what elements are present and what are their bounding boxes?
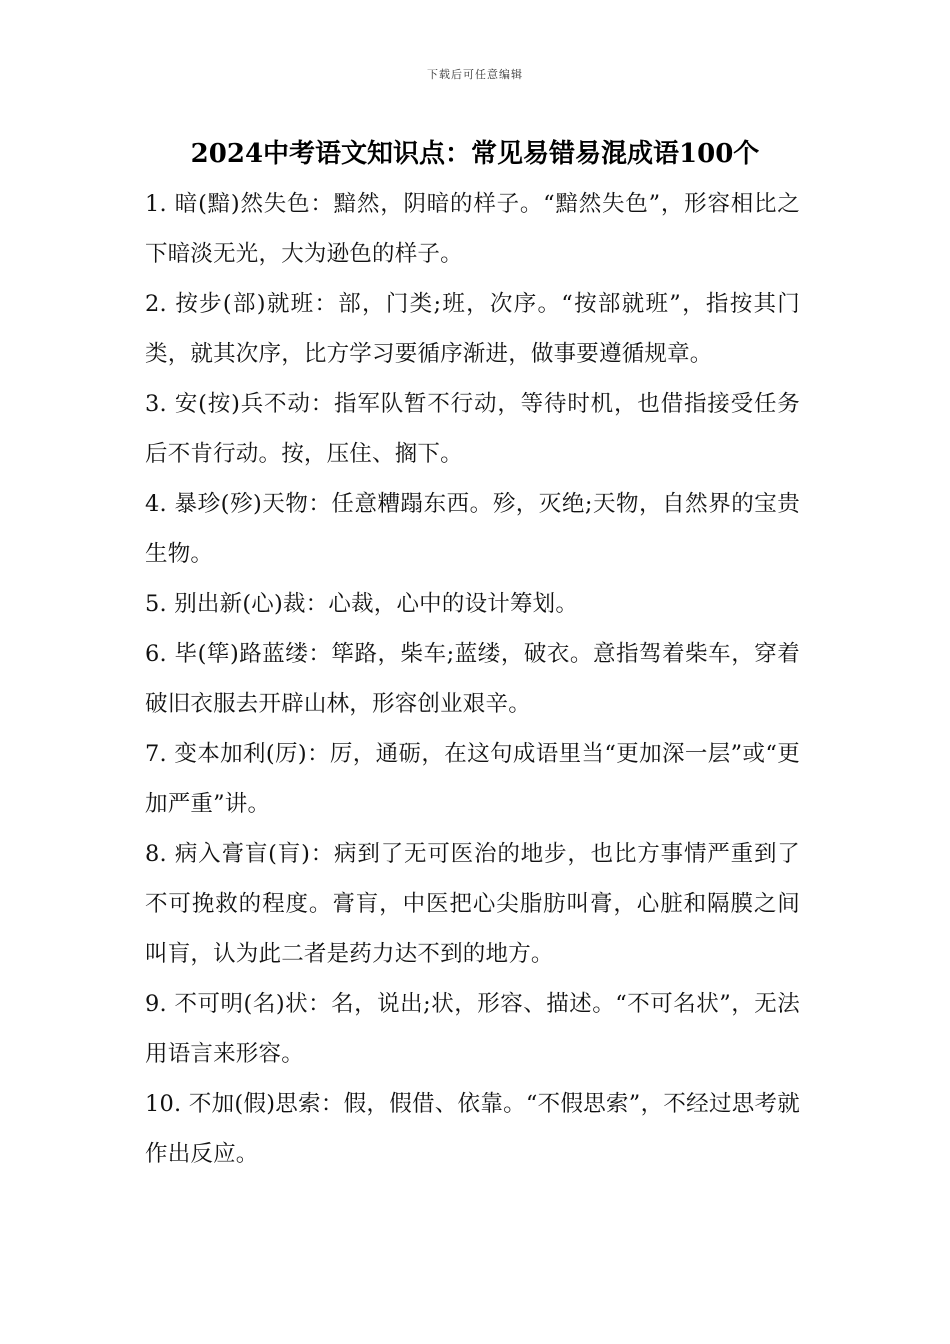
idiom-entry-6: 6. 毕(筚)路蓝缕：筚路，柴车;蓝缕，破衣。意指驾着柴车，穿着破旧衣服去开辟山林，形容创业艰辛。 [145,641,800,717]
idiom-entry-3: 3. 安(按)兵不动：指军队暂不行动，等待时机，也借指接受任务后不肯行动。按，压住、搁下。 [145,391,800,467]
idiom-entry-4: 4. 暴珍(殄)天物：任意糟蹋东西。殄，灭绝;天物，自然界的宝贵生物。 [145,491,800,567]
idiom-entry-10: 10. 不加(假)思索：假，假借、依靠。“不假思索”，不经过思考就作出反应。 [145,1091,800,1167]
document-title: 2024中考语文知识点：常见易错易混成语100个 [190,139,760,169]
header-note: 下载后可任意编辑 [427,68,523,81]
idiom-entry-2: 2. 按步(部)就班：部，门类;班，次序。“按部就班”，指按其门类，就其次序，比方学习要循序渐进，做事要遵循规章。 [145,291,800,367]
idiom-entry-1: 1. 暗(黯)然失色：黯然，阴暗的样子。“黯然失色”，形容相比之下暗淡无光，大为逊色的样子。 [145,191,800,267]
idiom-list [145,179,800,1179]
idiom-entry-7: 7. 变本加利(厉)：厉，通砺，在这句成语里当“更加深一层”或“更加严重”讲。 [145,741,800,817]
idiom-entry-9: 9. 不可明(名)状：名，说出;状，形容、描述。“不可名状”，无法用语言来形容。 [145,991,800,1067]
idiom-entry-8: 8. 病入膏盲(肓)：病到了无可医治的地步，也比方事情严重到了不可挽救的程度。膏肓，中医把心尖脂肪叫膏，心脏和隔膜之间叫肓，认为此二者是药力达不到的地方。 [145,841,800,967]
idiom-entry-5: 5. 别出新(心)裁：心裁，心中的设计筹划。 [145,591,579,617]
